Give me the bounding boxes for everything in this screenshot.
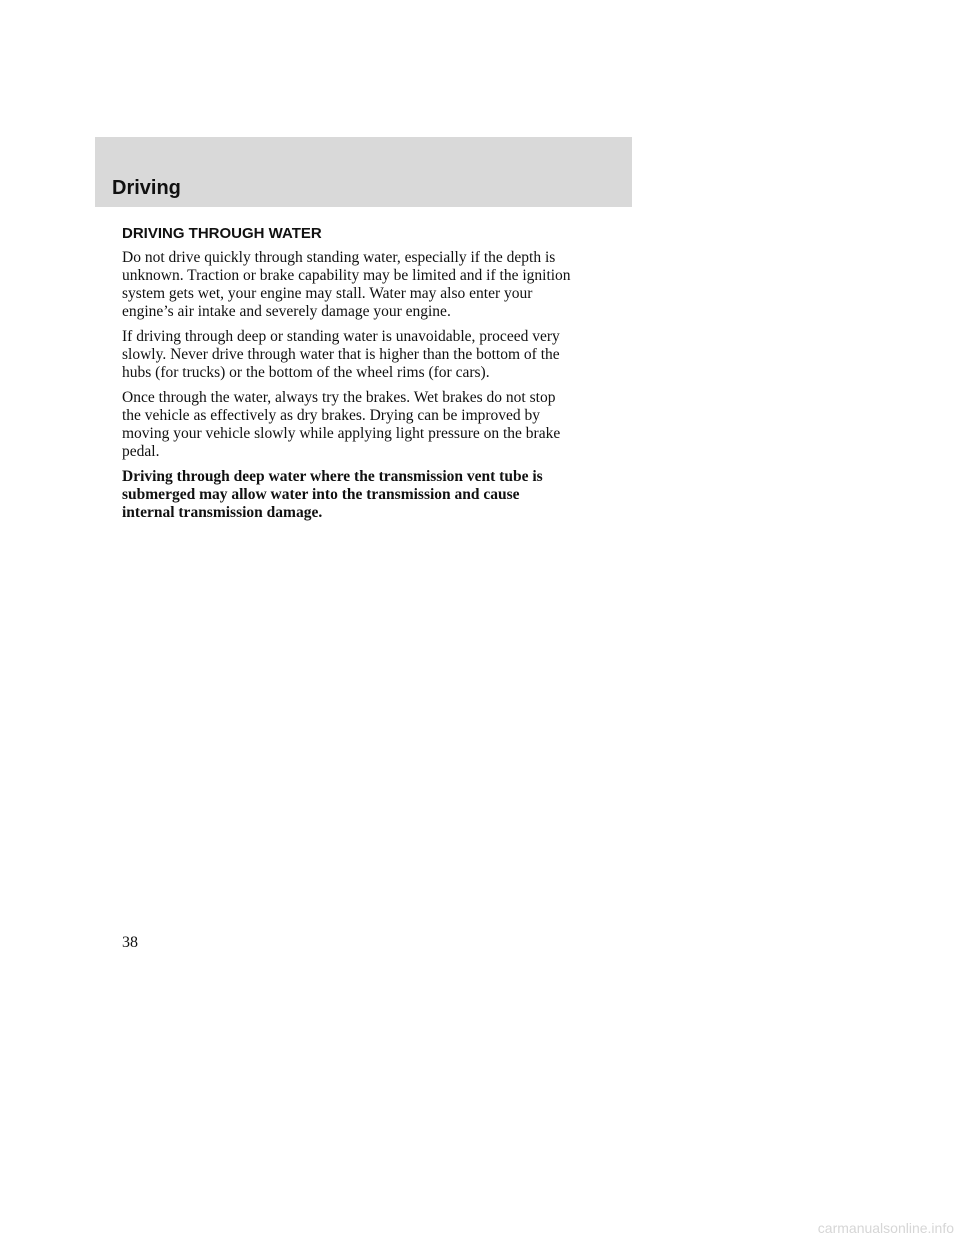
text-line: Do not drive quickly through standing water, especially if the depth is — [122, 249, 556, 266]
transmission-warning — [122, 468, 642, 522]
text-line: If driving through deep or standing water is unavoidable, proceed very — [122, 328, 560, 345]
text-line: Once through the water, always try the brakes. Wet brakes do not stop — [122, 389, 556, 406]
article-heading: DRIVING THROUGH WATER — [122, 225, 322, 242]
page-number: 38 — [122, 934, 138, 951]
text-line: unknown. Traction or brake capability may be limited and if the ignition — [122, 267, 571, 284]
warning-line: Driving through deep water where the transmission vent tube is — [122, 468, 543, 485]
section-header — [95, 137, 632, 207]
warning-line: submerged may allow water into the transmission and cause — [122, 486, 520, 503]
text-line: pedal. — [122, 443, 160, 460]
warning-line: internal transmission damage. — [122, 504, 323, 521]
text-line: hubs (for trucks) or the bottom of the wheel rims (for cars). — [122, 364, 490, 381]
text-line: slowly. Never drive through water that is higher than the bottom of the — [122, 346, 560, 363]
text-line: engine’s air intake and severely damage your engine. — [122, 303, 451, 320]
watermark: carmanualsonline.info — [817, 1220, 954, 1236]
text-line: moving your vehicle slowly while applying light pressure on the brake — [122, 425, 561, 442]
section-title: Driving — [112, 177, 181, 199]
article — [122, 225, 642, 522]
text-line: system gets wet, your engine may stall. Water may also enter your — [122, 285, 533, 302]
paragraph-deep-water — [122, 328, 642, 382]
paragraph-standing-water — [122, 249, 642, 321]
text-line: the vehicle as effectively as dry brakes. Drying can be improved by — [122, 407, 541, 424]
paragraph-brakes — [122, 389, 642, 461]
